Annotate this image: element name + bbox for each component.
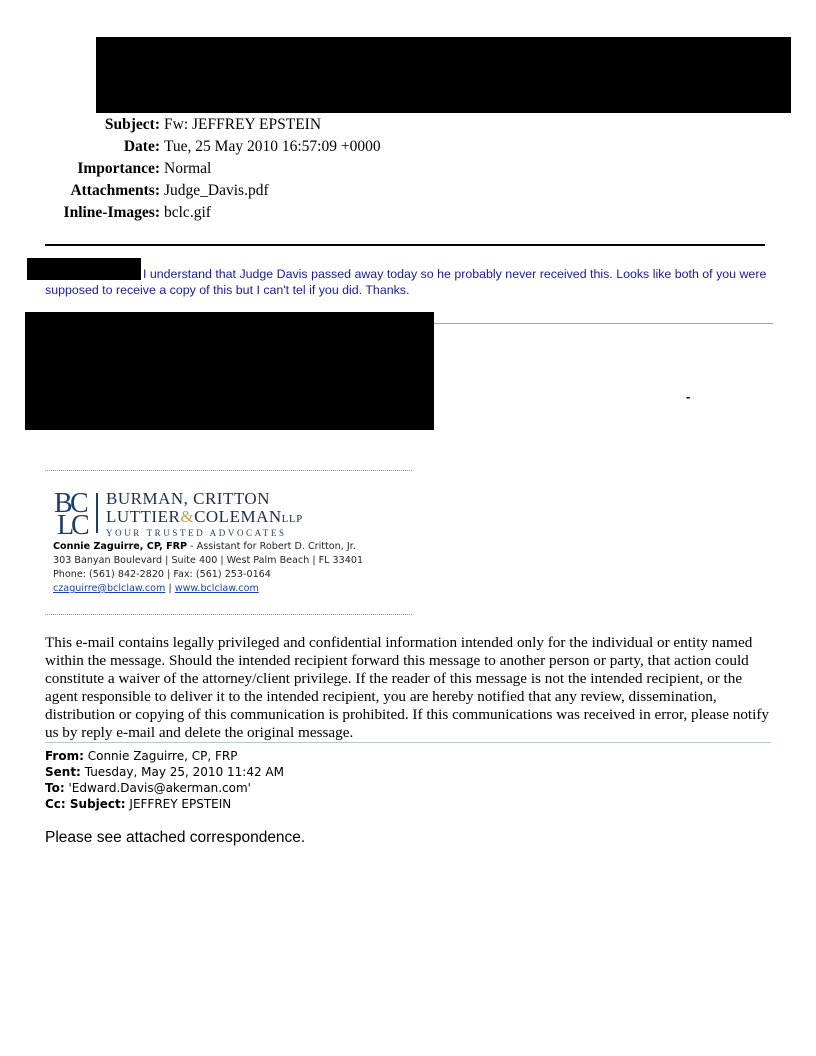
to-value: 'Edward.Davis@akerman.com' [68, 781, 251, 795]
signature-phone: Phone: (561) 842-2820 | Fax: (561) 253-0164 [53, 569, 271, 580]
sent-label: Sent: [45, 765, 81, 779]
subject-value: Fw: JEFFREY EPSTEIN [164, 116, 322, 133]
firm-name-line1: BURMAN, CRITTON [106, 489, 270, 508]
to-label: To: [45, 781, 65, 795]
svg-text:L: L [57, 510, 75, 538]
link-separator: | [165, 583, 175, 594]
forwarded-sent [45, 764, 284, 780]
inline-images-value[interactable]: bclc.gif [164, 204, 211, 221]
ampersand: & [180, 507, 195, 526]
forwarded-cc-subject [45, 796, 231, 812]
cc-subject-value: JEFFREY EPSTEIN [129, 797, 232, 811]
firm-logo [54, 490, 314, 543]
forwarded-to [45, 780, 251, 796]
header-divider [45, 244, 765, 246]
signature-name: Connie Zaguirre, CP, FRP [53, 541, 188, 552]
attachments-value[interactable]: Judge_Davis.pdf [164, 182, 269, 199]
redaction-sender-block [25, 312, 434, 430]
importance-label: Importance: [77, 160, 160, 177]
firm-name-line2 [106, 508, 303, 528]
firm-name-coleman: COLEMAN [194, 507, 282, 526]
signature-top-divider [45, 470, 412, 471]
forwarded-from [45, 748, 237, 764]
svg-text:B: B [54, 490, 73, 519]
cc-subject-label: Cc: Subject: [45, 797, 126, 811]
attachments-label: Attachments: [70, 182, 160, 199]
svg-text:C: C [71, 510, 90, 538]
signature-bottom-divider [45, 614, 412, 615]
firm-tagline: YOUR TRUSTED ADVOCATES [106, 528, 287, 538]
from-label: From: [45, 749, 84, 763]
inline-images-label: Inline-Images: [63, 204, 160, 221]
email-link[interactable]: czaguirre@bclclaw.com [53, 583, 166, 594]
confidentiality-disclaimer: This e-mail contains legally privileged and confidential information intended only for the individual or entity named within the message. Should the intended recipient forward this message to another person or party, that action could constitute a waiver of the attorney/client privilege. If the reader of this message is not the intended recipient, or the agent responsible to deliver it to the intended recipient, you are hereby notified that any review, dissemination, distribution or copying of this communication is prohibited. If this communications was received in error, please notify us by reply e-mail and delete the original message. [45, 634, 770, 741]
quote-divider [430, 323, 773, 324]
signature-name-line [53, 540, 356, 554]
importance-value: Normal [164, 160, 212, 177]
subject-label: Subject: [104, 116, 160, 133]
redaction-header-block [96, 37, 791, 113]
firm-name-luttier: LUTTIER [106, 507, 181, 526]
firm-name [106, 490, 303, 538]
signature-role: - Assistant for Robert D. Critton, Jr. [187, 541, 356, 552]
message-body: Please see attached correspondence. [45, 829, 306, 846]
signature-address: 303 Banyan Boulevard | Suite 400 | West Palm Beach | FL 33401 [53, 555, 364, 566]
date-value: Tue, 25 May 2010 16:57:09 +0000 [164, 138, 381, 155]
from-value: Connie Zaguirre, CP, FRP [87, 749, 238, 763]
website-link[interactable]: www.bclclaw.com [174, 583, 259, 594]
sent-value: Tuesday, May 25, 2010 11:42 AM [84, 765, 284, 779]
forwarded-divider [45, 742, 771, 743]
date-label: Date: [123, 138, 160, 155]
stray-dash: - [686, 389, 691, 404]
forward-note: I understand that Judge Davis passed away today so he probably never received this. Looks like both of you were supposed to receive a copy of this but I can't tel if you did. Thanks. [45, 267, 767, 297]
svg-text:C: C [70, 490, 89, 519]
signature-links [53, 582, 259, 596]
firm-name-llp: LLP [281, 513, 303, 525]
